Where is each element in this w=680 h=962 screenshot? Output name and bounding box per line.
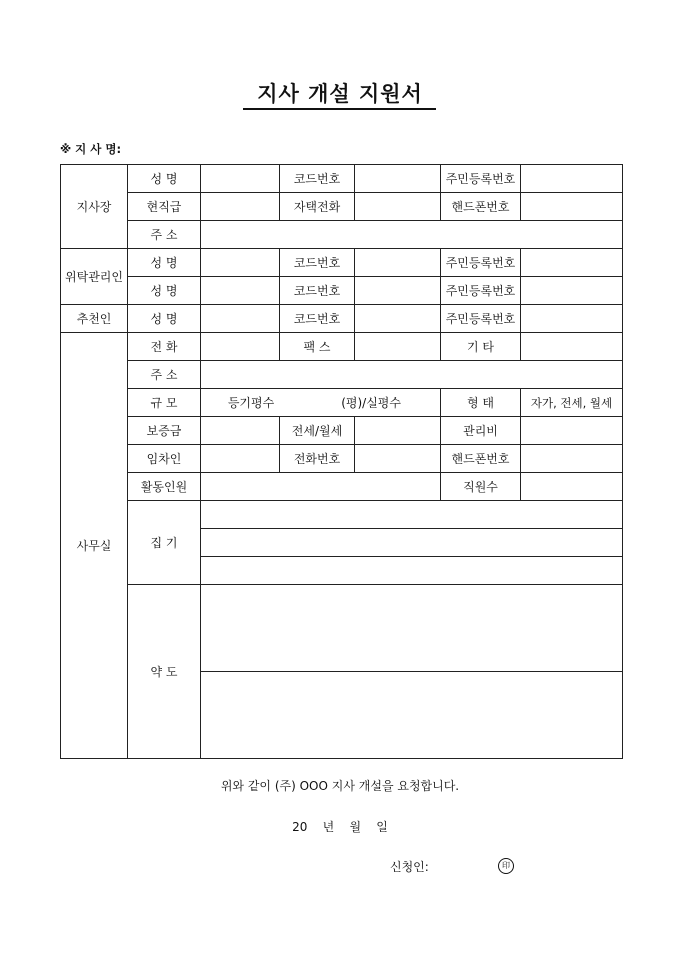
active-staff-label: 활동인원 [128, 473, 201, 501]
address-label: 주 소 [128, 221, 201, 249]
phone-label: 전 화 [128, 333, 201, 361]
trustee-group-label: 위탁관리인 [61, 249, 128, 305]
branch-manager-group-label: 지사장 [61, 165, 128, 249]
code-number-label: 코드번호 [280, 249, 355, 277]
office-phone-field[interactable] [201, 333, 280, 361]
other-label: 기 타 [441, 333, 521, 361]
resident-number-label: 주민등록번호 [441, 165, 521, 193]
name-label: 성 명 [128, 277, 201, 305]
actual-area-label: (평)/실평수 [341, 395, 401, 410]
equipment-field-2[interactable] [201, 529, 623, 557]
office-group-label: 사무실 [61, 333, 128, 759]
deposit-label: 보증금 [128, 417, 201, 445]
seal-icon: 印 [498, 858, 514, 874]
deposit-field[interactable] [201, 417, 280, 445]
date-line: 20 년 월 일 [292, 820, 388, 834]
active-staff-field[interactable] [201, 473, 441, 501]
name-label: 성 명 [128, 165, 201, 193]
lessee-mobile-field[interactable] [521, 445, 623, 473]
map-label: 약 도 [128, 585, 201, 759]
request-statement: 위와 같이 (주) OOO 지사 개설을 요청합니다. [220, 779, 460, 793]
trustee-name-field-1[interactable] [201, 249, 280, 277]
resident-number-label: 주민등록번호 [441, 305, 521, 333]
type-label: 형 태 [441, 389, 521, 417]
recommender-code-field[interactable] [355, 305, 441, 333]
registered-area-label: 등기평수 [227, 395, 275, 410]
office-type-options[interactable]: 자가, 전세, 월세 [521, 389, 623, 417]
recommender-name-field[interactable] [201, 305, 280, 333]
title-underline [243, 108, 436, 110]
resident-number-label: 주민등록번호 [441, 277, 521, 305]
branch-name-label: ※ 지 사 명: [60, 142, 122, 156]
mobile-number-label: 핸드폰번호 [441, 193, 521, 221]
equipment-field-1[interactable] [201, 501, 623, 529]
lessee-label: 임차인 [128, 445, 201, 473]
application-form-table [60, 164, 623, 759]
office-address-field[interactable] [201, 361, 623, 389]
map-area-top[interactable] [201, 585, 623, 672]
address-label: 주 소 [128, 361, 201, 389]
lease-monthly-label: 전세/월세 [280, 417, 355, 445]
lessee-field[interactable] [201, 445, 280, 473]
recommender-group-label: 추천인 [61, 305, 128, 333]
phone-number-label: 전화번호 [280, 445, 355, 473]
code-number-label: 코드번호 [280, 165, 355, 193]
maintenance-fee-field[interactable] [521, 417, 623, 445]
equipment-label: 집 기 [128, 501, 201, 585]
equipment-field-3[interactable] [201, 557, 623, 585]
employee-count-field[interactable] [521, 473, 623, 501]
map-area-bottom[interactable] [201, 672, 623, 759]
trustee-resident-field-1[interactable] [521, 249, 623, 277]
home-phone-field[interactable] [355, 193, 441, 221]
lessee-phone-field[interactable] [355, 445, 441, 473]
trustee-resident-field-2[interactable] [521, 277, 623, 305]
mobile-number-field[interactable] [521, 193, 623, 221]
fax-label: 팩 스 [280, 333, 355, 361]
employee-count-label: 직원수 [441, 473, 521, 501]
branch-manager-resident-field[interactable] [521, 165, 623, 193]
trustee-name-field-2[interactable] [201, 277, 280, 305]
size-label: 규 모 [128, 389, 201, 417]
code-number-label: 코드번호 [280, 305, 355, 333]
name-label: 성 명 [128, 305, 201, 333]
home-phone-label: 자택전화 [280, 193, 355, 221]
current-position-label: 현직급 [128, 193, 201, 221]
branch-manager-name-field[interactable] [201, 165, 280, 193]
applicant-label: 신청인: [390, 860, 429, 874]
office-fax-field[interactable] [355, 333, 441, 361]
code-number-label: 코드번호 [280, 277, 355, 305]
branch-manager-address-field[interactable] [201, 221, 623, 249]
current-position-field[interactable] [201, 193, 280, 221]
resident-number-label: 주민등록번호 [441, 249, 521, 277]
mobile-number-label: 핸드폰번호 [441, 445, 521, 473]
name-label: 성 명 [128, 249, 201, 277]
recommender-resident-field[interactable] [521, 305, 623, 333]
maintenance-fee-label: 관리비 [441, 417, 521, 445]
trustee-code-field-2[interactable] [355, 277, 441, 305]
document-title: 지사 개설 지원서 [257, 81, 423, 106]
branch-manager-code-field[interactable] [355, 165, 441, 193]
office-other-field[interactable] [521, 333, 623, 361]
lease-monthly-field[interactable] [355, 417, 441, 445]
office-size-field[interactable] [201, 389, 441, 417]
trustee-code-field-1[interactable] [355, 249, 441, 277]
